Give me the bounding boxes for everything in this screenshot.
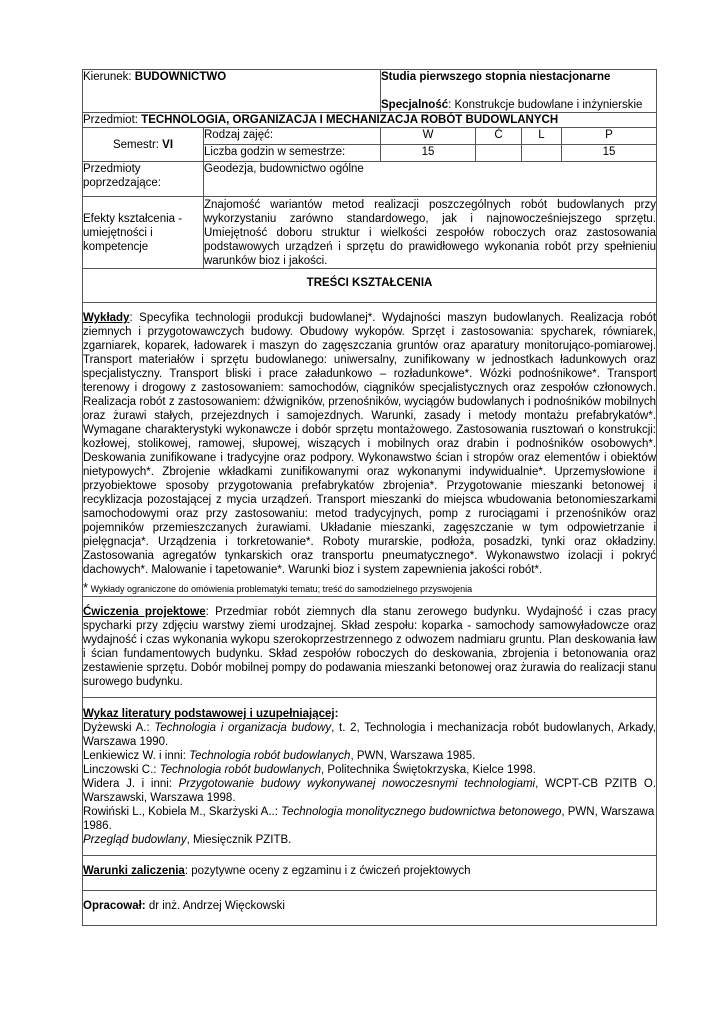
efekty-value: Znajomość wariantów metod realizacji poszczególnych robót budowlanych przy wykorzystaniu zarówno standardowego, jak i najnowocześniejszego sprzętu. Umiejętność doboru struktur i wielkości zespołów roboczych oraz zastosowania podstawowych urządzeń i sprzętu do prawidłowego wykonania robót przy spełnieniu warunków bioz i jakości. bbox=[204, 197, 657, 269]
przedmioty-value: Geodezja, budownictwo ogólne bbox=[204, 162, 657, 197]
rodzaj-label: Rodzaj zajęć: bbox=[204, 128, 381, 145]
literatura-colon: : bbox=[334, 708, 339, 720]
lit-author: Rowiński L., Kobiela M., Skarżyski A..: bbox=[83, 806, 282, 818]
col-p-header: P bbox=[562, 128, 657, 145]
literatura-row bbox=[83, 698, 657, 856]
opracowal-cell bbox=[83, 891, 657, 926]
wyklady-body: : Specyfika technologii produkcji budowlanej*. Wydajności maszyn budowlanych. Realizacja robót ziemnych i przygotowawczych budowy. Obudowy wykopów. Sprzęt i zastosowania: spycharek, równiarek, zgarniarek, koparek, ładowarek i maszyn do zagęszczania gruntów oraz aparatury monitorująco-pomiarowej. Transport materiałów i sprzętu budowlanego: uniwersalny, zunifikowany w jednostkach ładunkowych oraz specjalistyczny. Transport bliski i prace załadunkowo – rozładunkowe*. Wózki podnośnikowe*. Transport terenowy i drogowy z zastosowaniem: samochodów, ciągników specjalistycznych oraz zespołów członowych. Realizacja robót z zastosowaniem: dźwigników, przenośników, wyciągów budowlanych i podnośników mobilnych oraz żurawi stałych, przejezdnych i samojezdnych. Warunki, zasady i metody montażu prefabrykatów*. Wymagane charakterystyki wykonawcze i dobór sprzętu montażowego. Zastosowania rusztowań o konstrukcji: kozłowej, stolikowej, ramowej, słupowej, wiszących i mobilnych oraz drabin i podnośników osobowych*. Deskowania zunifikowane i tradycyjne oraz podpory. Wykonawstwo ścian i stropów oraz elementów i obiektów nietypowych*. Zbrojenie wkładkami zunifikowanymi oraz wykonanymi indywidualnie*. Uprzemysłowione i przyobiektowe sposoby przygotowania prefabrykatów zbrojenia*. Przygotowanie mieszanki betonowej i recyklizacja pozostającej z mycia urządzeń. Transport mieszanki do miejsca wbudowania betonomieszarkami samochodowymi oraz przy zastosowaniu: metod tradycyjnych, pomp z rurociągami i przenośników oraz pojemników przemieszczanych żurawiami. Układanie mieszanki, zagęszczanie w tym odpowietrzanie i pielęgnacja*. Urządzenia i torkretowanie*. Roboty murarskie, podłoża, posadzki, tynki oraz okładziny. Zastosowania agregatów tynkarskich oraz transportu pneumatycznego*. Wykonawstwo izolacji i pokryć dachowych*. Malowanie i tapetowanie*. Warunki bioz i system zapewnienia jakości robót*. bbox=[83, 312, 657, 576]
wyklady-text bbox=[83, 311, 656, 577]
przedmioty-row bbox=[83, 162, 657, 197]
lit-title: Technologia monolitycznego budownictwa betonowego bbox=[281, 806, 562, 818]
lit-author: Lenkiewicz W. i inni: bbox=[83, 750, 190, 762]
lit-rest: , Politechnika Świętokrzyska, Kielce 1998. bbox=[321, 764, 536, 776]
liczba-label: Liczba godzin w semestrze: bbox=[204, 145, 381, 162]
lit-author: Dyżewski A.: bbox=[83, 722, 155, 734]
warunki-cell bbox=[83, 856, 657, 891]
footnote-mark: * bbox=[83, 580, 89, 595]
przedmiot-label: Przedmiot: bbox=[83, 114, 138, 126]
lit-rest: , t. 2, Technologia i mechanizacja robót budowlanych, Arkady, Warszawa 1990. bbox=[83, 722, 656, 748]
specjalnosc-label: Specjalność bbox=[381, 99, 449, 111]
kierunek-cell bbox=[83, 70, 381, 113]
specjalnosc-value: : Konstrukcje budowlane i inżynierskie bbox=[448, 99, 643, 111]
studia-text: Studia pierwszego stopnia niestacjonarne bbox=[381, 71, 611, 83]
wyklady-footnote bbox=[83, 581, 656, 596]
warunki-label: Warunki zaliczenia bbox=[83, 865, 185, 877]
lit-rest: , WCPT-CB PZITB O. Warszawski, Warszawa 1998. bbox=[83, 778, 657, 804]
cwiczenia-row bbox=[83, 597, 657, 698]
lit-title: Technologia i organizacja budowy bbox=[154, 722, 332, 734]
literatura-item bbox=[83, 833, 656, 847]
literatura-label: Wykaz literatury podstawowej i uzupełniającej bbox=[83, 708, 335, 720]
lit-title: Przegląd budowlany bbox=[83, 834, 187, 846]
lit-author: Linczowski C.: bbox=[83, 764, 160, 776]
przedmiot-row bbox=[83, 113, 657, 128]
literatura-item bbox=[83, 721, 656, 749]
semestr-value: VI bbox=[162, 138, 174, 151]
hours-p: 15 bbox=[562, 145, 657, 162]
hours-w: 15 bbox=[381, 145, 476, 162]
literatura-item bbox=[83, 805, 656, 833]
lit-author: Widera J. i inni: bbox=[83, 778, 179, 790]
literatura-item bbox=[83, 777, 656, 805]
specjalnosc-line bbox=[381, 98, 656, 112]
semestr-cell bbox=[83, 128, 204, 162]
col-c-header: Ć bbox=[476, 128, 522, 145]
lit-title: Technologia robót budowlanych bbox=[189, 750, 351, 762]
syllabus-table bbox=[82, 69, 657, 926]
hours-l bbox=[522, 145, 562, 162]
literatura-heading bbox=[83, 707, 656, 721]
literatura-item bbox=[83, 749, 656, 763]
opracowal-row bbox=[83, 891, 657, 926]
lit-rest: , Miesięcznik PZITB. bbox=[186, 834, 292, 846]
wyklady-label: Wykłady bbox=[83, 312, 130, 324]
wyklady-cell bbox=[83, 303, 657, 597]
warunki-text: : pozytywne oceny z egzaminu i z ćwiczeń projektowych bbox=[184, 865, 471, 877]
semestr-label: Semestr: bbox=[112, 138, 159, 151]
col-l-header: L bbox=[522, 128, 562, 145]
lit-title: Przygotowanie budowy wykonywanej nowoczesnymi technologiami bbox=[178, 778, 536, 790]
przedmioty-label: Przedmioty poprzedzające: bbox=[83, 162, 204, 197]
lit-rest: , PWN, Warszawa 1986. bbox=[83, 806, 655, 832]
kierunek-label: Kierunek: bbox=[83, 71, 132, 83]
warunki-row bbox=[83, 856, 657, 891]
hours-c bbox=[476, 145, 522, 162]
wyklady-row bbox=[83, 303, 657, 597]
przedmiot-cell bbox=[83, 113, 657, 128]
literatura-item bbox=[83, 763, 656, 777]
kierunek-value: BUDOWNICTWO bbox=[134, 71, 227, 83]
przedmiot-value: TECHNOLOGIA, ORGANIZACJA I MECHANIZACJA ROBÓT BUDOWLANYCH bbox=[141, 114, 559, 126]
opracowal-text: dr inż. Andrzej Więckowski bbox=[145, 900, 285, 912]
rodzaj-row bbox=[83, 128, 657, 145]
footnote-text: Wykłady ograniczone do omówienia problematyki tematu; treść do samodzielnego przyswojenia bbox=[88, 584, 473, 594]
cwiczenia-body: : Przedmiar robót ziemnych dla stanu zerowego budynku. Wydajność i czas pracy spycharki przy zdjęciu warstwy ziemi urodzajnej. Skład zespołu: koparka - samochody samowyładowcze oraz wydajność i czas wykonania wykopu szerokoprzestrzennego z odwozem nadmiaru gruntu. Plan deskowania ław i ścian fundamentowych budynku. Skład zespołów roboczych do deskowania, zbrojenia i betonowania oraz zestawienie sprzętu. Dobór mobilnej pompy do podawania mieszanki betonowej oraz żurawia do realizacji stanu surowego budynku. bbox=[83, 606, 657, 688]
lit-title: Technologia robót budowlanych bbox=[159, 764, 322, 776]
tresci-row bbox=[83, 269, 657, 303]
studia-cell bbox=[381, 70, 657, 113]
cwiczenia-label: Ćwiczenia projektowe bbox=[83, 606, 206, 618]
header-row bbox=[83, 70, 657, 113]
lit-rest: , PWN, Warszawa 1985. bbox=[350, 750, 476, 762]
tresci-title: TREŚCI KSZTAŁCENIA bbox=[83, 269, 657, 303]
efekty-row bbox=[83, 197, 657, 269]
cwiczenia-text bbox=[83, 605, 656, 689]
cwiczenia-cell bbox=[83, 597, 657, 698]
efekty-label: Efekty kształcenia - umiejętności i kompetencje bbox=[83, 197, 204, 269]
opracowal-label: Opracował: bbox=[83, 900, 146, 912]
col-w-header: W bbox=[381, 128, 476, 145]
literatura-cell bbox=[83, 698, 657, 856]
